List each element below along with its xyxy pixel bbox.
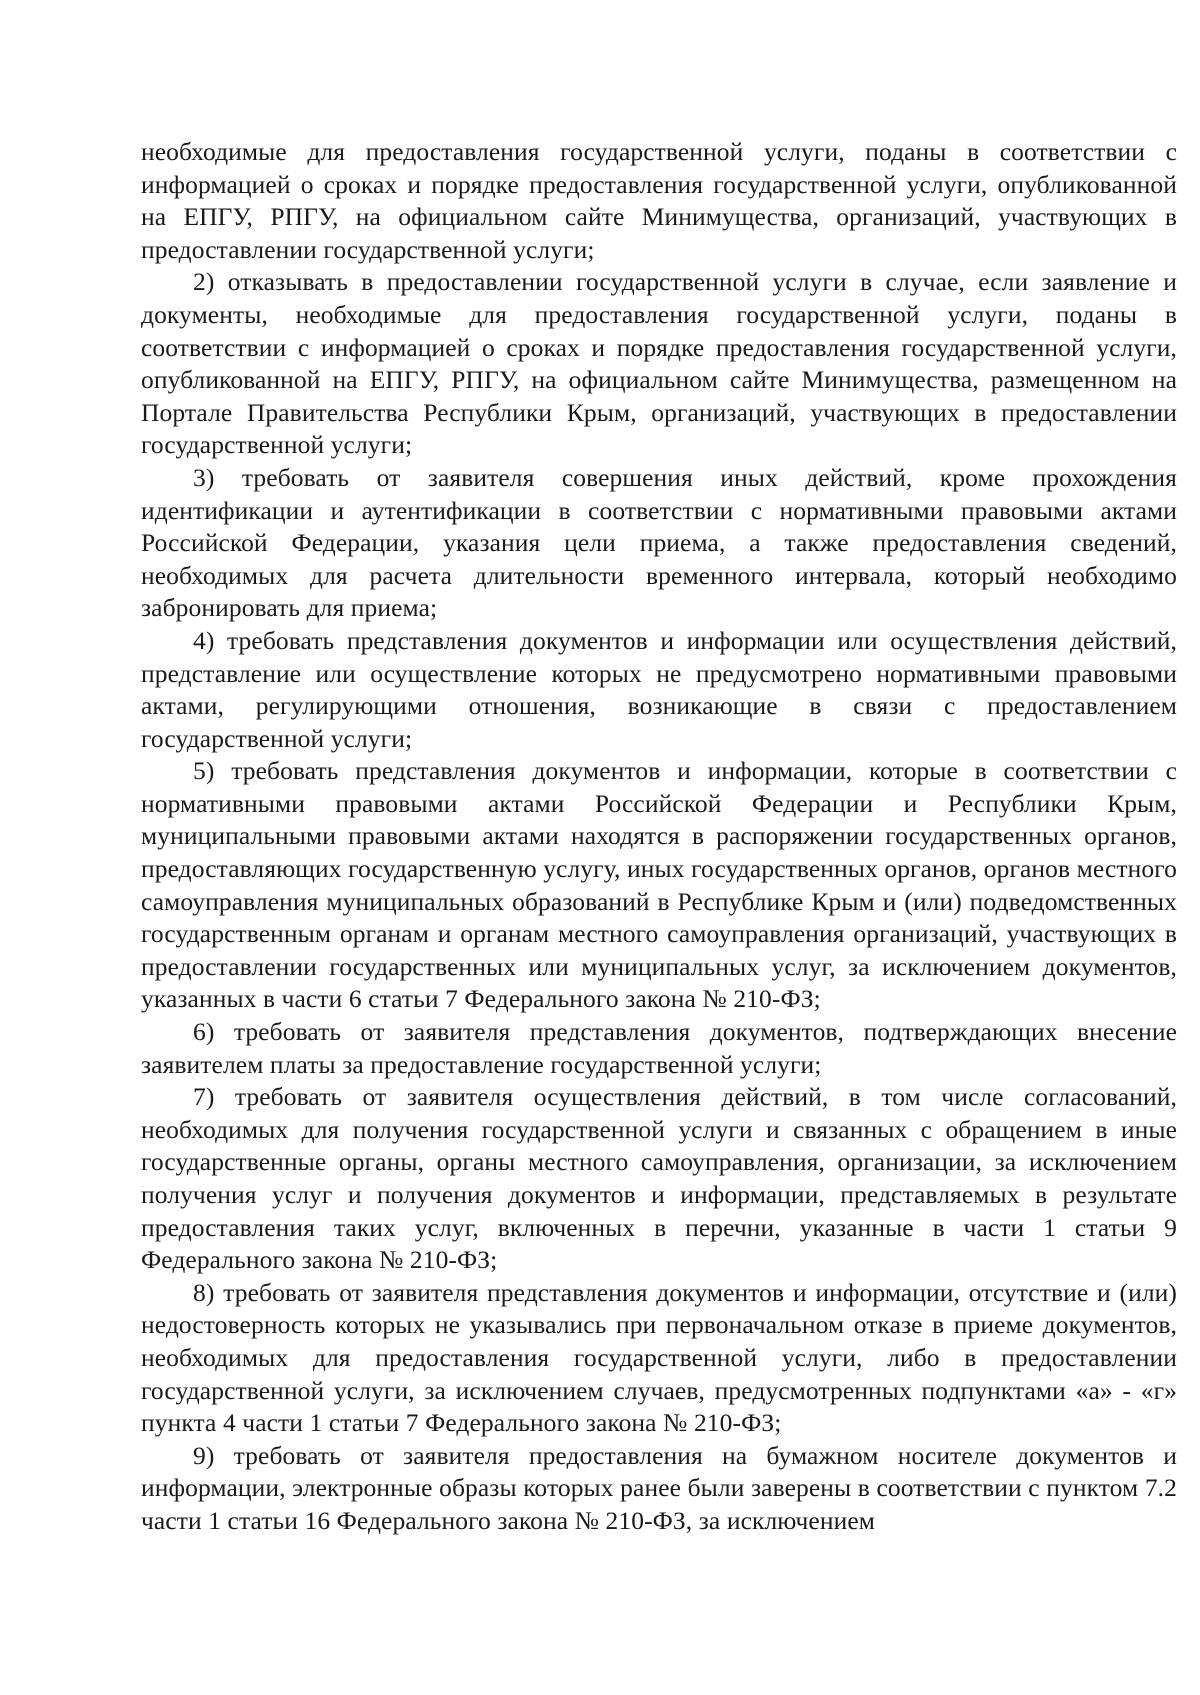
document-page bbox=[141, 136, 1177, 1538]
paragraph-item-6: 6) требовать от заявителя представления документов, подтверждающих внесение заявителем платы за предоставление государственной услуги; bbox=[141, 1017, 1177, 1079]
paragraph-continuation: необходимые для предоставления государственной услуги, поданы в соответствии с информацией о сроках и порядке предоставления государственной услуги, опубликованной на ЕПГУ, РПГУ, на официальном сайте Минимущества, организаций, участвующих в предоставлении государственной услуги; bbox=[141, 137, 1177, 264]
paragraph-item-3: 3) требовать от заявителя совершения иных действий, кроме прохождения идентификации и аутентификации в соответствии с нормативными правовыми актами Российской Федерации, указания цели приема, а также предоставления сведений, необходимых для расчета длительности временного интервала, который необходимо забронировать для приема; bbox=[141, 462, 1177, 623]
paragraph-item-9: 9) требовать от заявителя предоставления на бумажном носителе документов и информации, электронные образы которых ранее были заверены в соответствии с пунктом 7.2 части 1 статьи 16 Федерального закона № 210-ФЗ, за исключением bbox=[141, 1440, 1177, 1535]
paragraph-item-5: 5) требовать представления документов и информации, которые в соответствии с нормативными правовыми актами Российской Федерации и Республики Крым, муниципальными правовыми актами находятся в распоряжении государственных органов, предоставляющих государственную услугу, иных государственных органов, органов местного самоуправления муниципальных образований в Республике Крым и (или) подведомственных государственным органам и органам местного самоуправления организаций, участвующих в предоставлении государственных или муниципальных услуг, за исключением документов, указанных в части 6 статьи 7 Федерального закона № 210-ФЗ; bbox=[141, 756, 1177, 1014]
paragraph-item-8: 8) требовать от заявителя представления документов и информации, отсутствие и (или) недостоверность которых не указывались при первоначальном отказе в приеме документов, необходимых для предоставления государственной услуги, либо в предоставлении государственной услуги, за исключением случаев, предусмотренных подпунктами «а» - «г» пункта 4 части 1 статьи 7 Федерального закона № 210-ФЗ; bbox=[141, 1277, 1177, 1438]
paragraph-item-2: 2) отказывать в предоставлении государственной услуги в случае, если заявление и документы, необходимые для предоставления государственной услуги, поданы в соответствии с информацией о сроках и порядке предоставления государственной услуги, опубликованной на ЕПГУ, РПГУ, на официальном сайте Минимущества, размещенном на Портале Правительства Республики Крым, организаций, участвующих в предоставлении государственной услуги; bbox=[141, 267, 1177, 460]
paragraph-item-7: 7) требовать от заявителя осуществления действий, в том числе согласований, необходимых для получения государственной услуги и связанных с обращением в иные государственные органы, органы местного самоуправления, организации, за исключением получения услуг и получения документов и информации, представляемых в результате предоставления таких услуг, включенных в перечни, указанные в части 1 статьи 9 Федерального закона № 210-ФЗ; bbox=[141, 1082, 1177, 1275]
paragraph-item-4: 4) требовать представления документов и информации или осуществления действий, представление или осуществление которых не предусмотрено нормативными правовыми актами, регулирующими отношения, возникающие в связи с предоставлением государственной услуги; bbox=[141, 625, 1177, 753]
